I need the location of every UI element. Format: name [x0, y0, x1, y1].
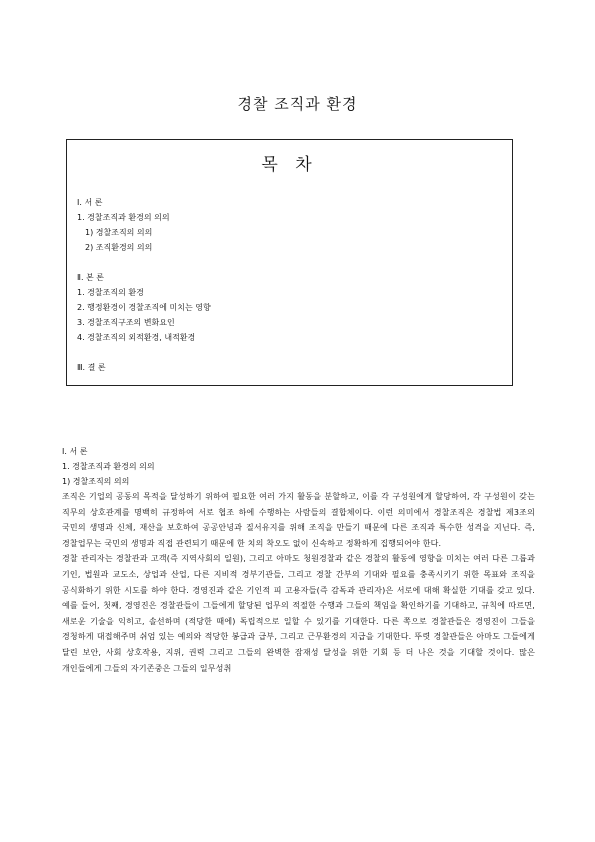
toc-heading: 목 차: [261, 155, 318, 175]
toc-item: 2. 행정환경이 경찰조직에 미치는 영향: [77, 303, 211, 312]
toc-section-main: Ⅱ. 본 론: [77, 273, 105, 282]
toc-section-conclusion: Ⅲ. 결 론: [77, 363, 106, 372]
table-of-contents: [66, 139, 513, 386]
toc-section-intro: Ⅰ. 서 론: [77, 198, 103, 207]
toc-item: 4. 경찰조직의 외적환경, 내적환경: [77, 333, 196, 342]
section-heading: Ⅰ. 서 론: [62, 447, 88, 456]
document-title: 경찰 조직과 환경: [237, 95, 358, 113]
toc-list: [77, 195, 497, 375]
toc-item: 1. 경찰조직의 환경: [77, 288, 144, 297]
toc-subitem: 2) 조직환경의 의의: [85, 243, 153, 252]
subsection-heading: 1. 경찰조직과 환경의 의의: [62, 462, 155, 471]
subsubsection-heading: 1) 경찰조직의 의의: [62, 477, 130, 486]
body-paragraph: 조직은 기업의 공동의 목적을 달성하기 위하여 필요한 여러 가지 활동을 분할하고, 이를 각 구성원에게 할당하여, 각 구성원이 갖는 직무의 상호관계를 명백히 규정하여 서로 협조 하에 수행하는 사람들의 결합체이다. 이런 의미에서 경찰조직은 경찰법 제3조의 국민의 생명과 신체, 재산을 보호하여 공공안녕과 질서유지를 위해 조직을 만들기 때문에 다른 조직과 특수한 성격을 지닌다. 즉, 경찰업무는 국민의 생명과 직접 관련되기 때문에 한 치의 착오도 없이 신속하고 정확하게 집행되어야 한다.: [62, 492, 535, 548]
toc-item: 3. 경찰조직구조의 변화요인: [77, 318, 175, 327]
toc-item: 1. 경찰조직과 환경의 의의: [77, 213, 170, 222]
body-paragraph: 경찰 관리자는 경찰관과 고객(즉 지역사회의 일원), 그리고 아마도 청원경찰과 같은 경찰의 활동에 영향을 미치는 여러 다른 그룹과 기인, 법원과 교도소, 상업과 산업, 다른 지비적 경부기관들, 그리고 경찰 간부의 기대와 필요를 충족시키기 위한 목표와 조직을 공식화하기 위한 시도를 하야 한다. 경영진과 같은 기인적 피 고용자들(즉 감독과 관리자)은 서로에 대해 확실한 기대를 갖고 있다. 예를 들어, 첫째, 경영진은 경찰관들이 그들에게 할당된 업무의 적절한 수행과 그들의 책임을 확인하기를 기대하고, 규칙에 따르면, 새로운 기술을 익히고, 솔선하며 (적당한 때에) 독립적으로 일할 수 있기를 기대한다. 다른 쪽으로 경찰관들은 경영진이 그들을 경청하게 대접해주며 쉬엄 있는 예의와 적당한 봉급과 급부, 그리고 근무환경의 지급을 기대한다. 뚜렷 경찰관들은 아마도 그들에게 달린 보안, 사회 상호작용, 지위, 권력 그리고 그들의 완벽한 잠재성 달성을 위한 기회 등 더 나은 것을 기대할 것이다. 많은 개인들에게 그들의 자기존중은 그들의 일무성취: [62, 554, 535, 673]
toc-subitem: 1) 경찰조직의 의의: [85, 228, 153, 237]
body-section: [62, 444, 535, 676]
